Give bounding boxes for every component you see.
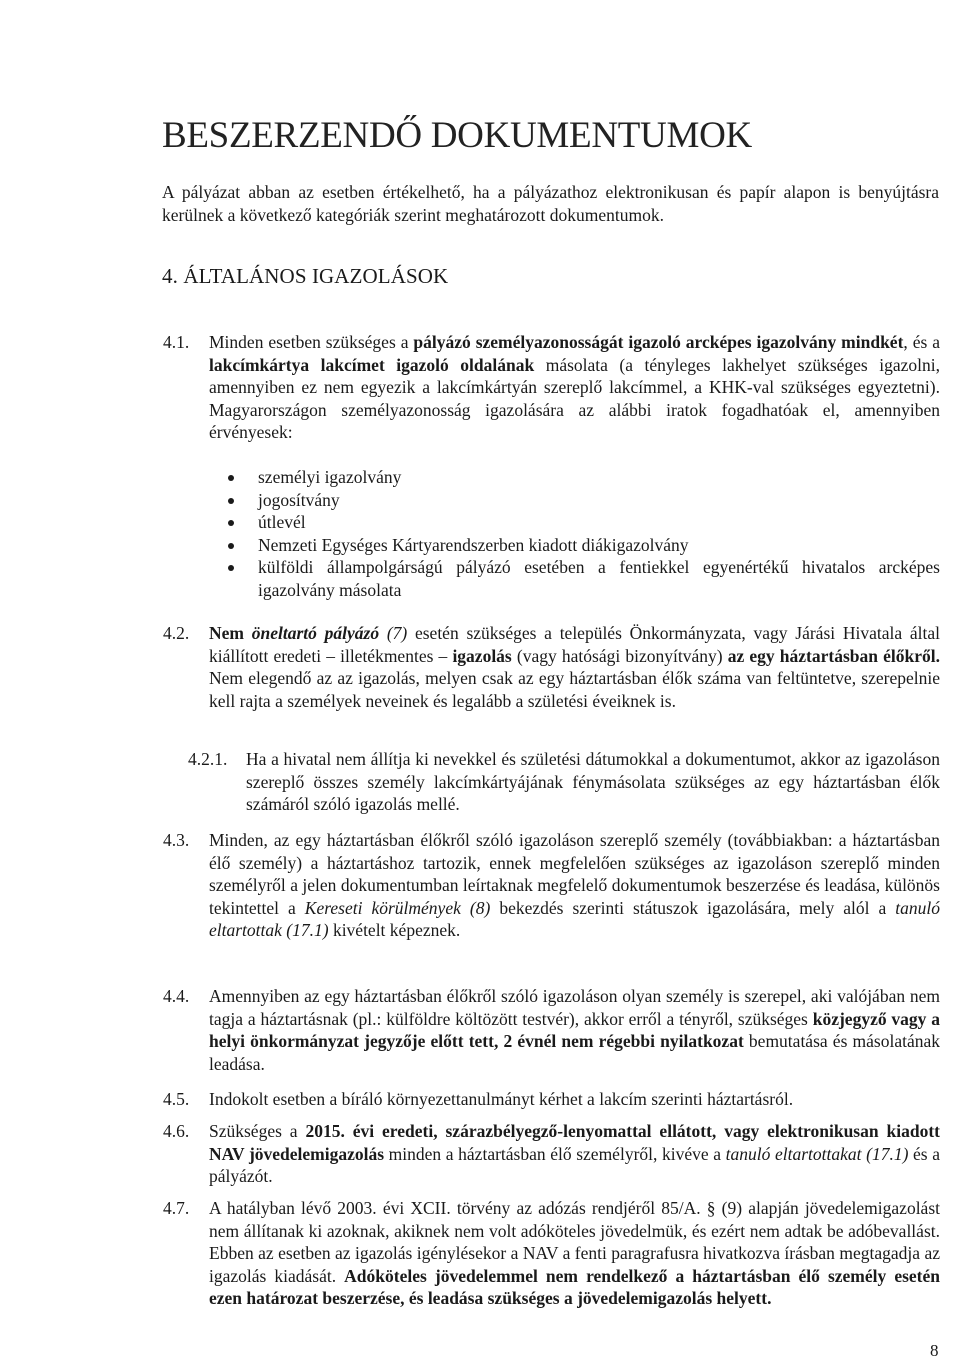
page-number: 8	[930, 1341, 939, 1360]
section-title: ÁLTALÁNOS IGAZOLÁSOK	[183, 264, 449, 288]
item-body: Minden esetben szükséges a pályázó személyazonosságát igazoló arcképes igazolvány mindkét, és a lakcímkártya lakcímet igazoló oldalának másolata (a tényleges lakhelyet szükséges igazolni, amennyiben ez nem egyezik a lakcímkártyán szereplő lakcímmel, a KHK-val szükséges egyeztetni). Magyarországon személyazonosság igazolására az alábbi iratok fogadhatóak el, amennyiben érvényesek:	[209, 332, 940, 443]
section-number: 4.	[162, 264, 178, 288]
list-item: személyi igazolvány	[226, 466, 940, 489]
list-item: útlevél	[226, 511, 940, 534]
item-4-6	[163, 1120, 940, 1188]
item-number: 4.2.	[163, 623, 190, 643]
item-4-2	[163, 622, 940, 712]
bullet-icon	[228, 565, 234, 571]
item-body: Nem öneltartó pályázó (7) esetén szükséges a település Önkormányzata, vagy Járási Hivatala által kiállított eredeti – illetékmentes – igazolás (vagy hatósági bizonyítvány) az egy háztartásban élőkről. Nem elegendő az az igazolás, melyen csak az egy háztartásban élők száma van feltüntetve, szerepelnie kell rajta a személyek neveinek és legalább a születési éveiknek is.	[209, 623, 941, 711]
list-item: Nemzeti Egységes Kártyarendszerben kiadott diákigazolvány	[226, 534, 940, 557]
item-4-7	[163, 1197, 940, 1310]
item-number: 4.6.	[163, 1121, 190, 1141]
item-number: 4.7.	[163, 1198, 190, 1218]
item-body: Szükséges a 2015. évi eredeti, szárazbélyegző-lenyomattal ellátott, vagy elektronikusan kiadott NAV jövedelemigazolás minden a háztartásban élő személyről, kivéve a tanuló eltartottakat (17.1) és a pályázót.	[209, 1121, 940, 1187]
bullet-icon	[228, 498, 234, 504]
item-body: Ha a hivatal nem állítja ki nevekkel és születési dátumokkal a dokumentumot, akkor az igazoláson szereplő összes személy lakcímkártyájának fénymásolata szükséges az egy háztartásban élők számáról szóló igazolás mellé.	[246, 749, 940, 815]
item-4-4	[163, 985, 940, 1075]
section-heading	[162, 262, 922, 290]
item-number: 4.1.	[163, 332, 190, 352]
item-body: Indokolt esetben a bíráló környezettanulmányt kérhet a lakcím szerinti háztartásról.	[209, 1089, 794, 1109]
item-body: Minden, az egy háztartásban élőkről szóló igazoláson szereplő személy (továbbiakban: a háztartásban élő személy) a háztartáshoz tartozik, ennek megfelelően szükséges az igazoláson szereplő minden személyről a jelen dokumentumban leírtaknak megfelelő dokumentumok beszerzése és leadása, különös tekintettel a Kereseti körülmények (8) bekezdés szerinti státuszok igazolására, mely alól a tanuló eltartottak (17.1) kivételt képeznek.	[209, 830, 940, 941]
intro-paragraph: A pályázat abban az esetben értékelhető, ha a pályázathoz elektronikusan és papír alapon is benyújtásra kerülnek a következő kategóriák szerint meghatározott dokumentumok.	[162, 182, 939, 225]
item-number: 4.2.1.	[188, 749, 228, 769]
item-4-1	[163, 331, 940, 444]
item-body: A hatályban lévő 2003. évi XCII. törvény az adózás rendjéről 85/A. § (9) alapján jövedelemigazolást nem állítanak ki azoknak, akiknek nem volt adóköteles jövedelmük, és ezért nem adtak be adóbevallást. Ebben az esetben az igazolás igénylésekor a NAV a fenti paragrafusra hivatkozva írásban megtagadja az igazolás kiadását. Adóköteles jövedelemmel nem rendelkező a háztartásban élő személy esetén ezen határozat beszerzése, és leadása szükséges a jövedelemigazolás helyett.	[209, 1198, 940, 1309]
item-4-5	[163, 1088, 940, 1111]
list-item: jogosítvány	[226, 489, 940, 512]
item-4-3	[163, 829, 940, 942]
page-title: BESZERZENDŐ DOKUMENTUMOK	[162, 115, 752, 156]
bullet-icon	[228, 520, 234, 526]
id-document-list	[226, 466, 940, 602]
item-number: 4.4.	[163, 986, 190, 1006]
item-body: Amennyiben az egy háztartásban élőkről szóló igazoláson olyan személy is szerepel, aki valójában nem tagja a háztartásnak (pl.: külföldre költözött testvér), akkor erről a tényről, szükséges közjegyző vagy a helyi önkormányzat jegyzője előtt tett, 2 évnél nem régebbi nyilatkozat bemutatása és másolatának leadása.	[209, 986, 941, 1074]
item-number: 4.3.	[163, 830, 190, 850]
item-4-2-1	[188, 748, 940, 816]
bullet-icon	[228, 475, 234, 481]
list-item: külföldi állampolgárságú pályázó esetében a fentiekkel egyenértékű hivatalos arcképes igazolvány másolata	[226, 556, 940, 601]
bullet-icon	[228, 543, 234, 549]
item-number: 4.5.	[163, 1089, 190, 1109]
